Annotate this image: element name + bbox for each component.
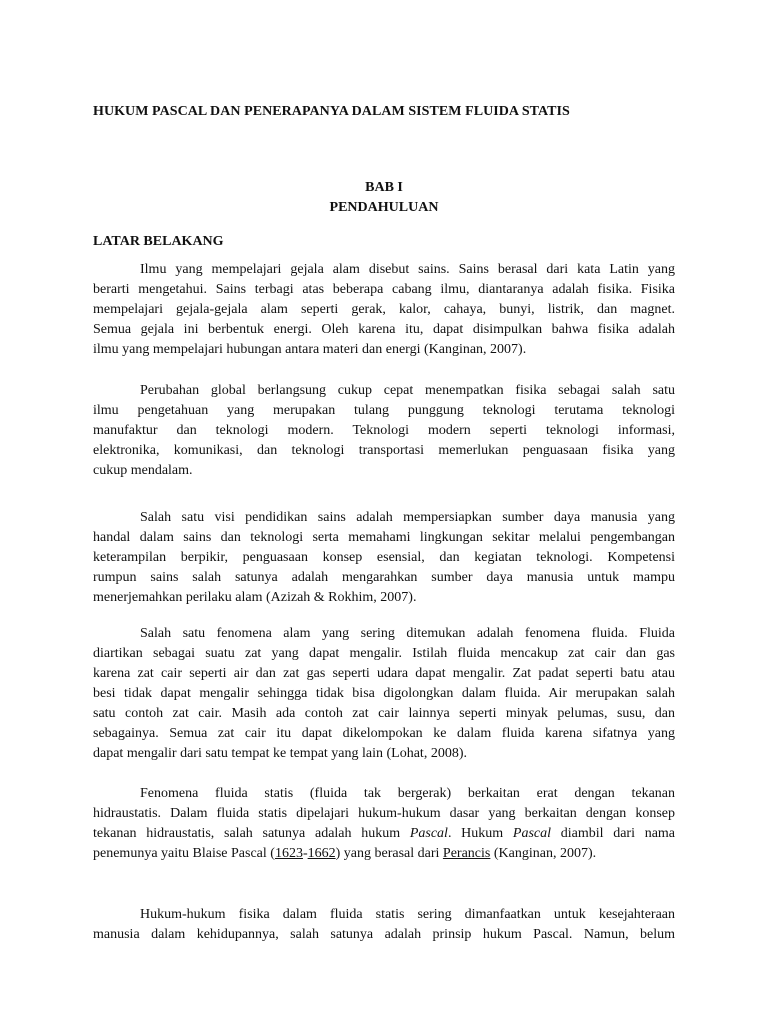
line-text: diambil dari nama [551,826,676,841]
paragraph-line: keterampilan berpikir, penguasaan konsep esensial, dan kegiatan teknologi. Kompetensi [93,550,675,565]
paragraph-line: mempelajari gejala-gejala alam seperti gerak, kalor, cahaya, bunyi, listrik, dan magnet. [93,302,675,317]
paragraph-line [93,824,675,844]
paragraph-6 [93,905,675,945]
paragraph-line: Perubahan global berlangsung cukup cepat menempatkan fisika sebagai salah satu [140,383,675,398]
paragraph-1 [93,260,675,360]
italic-term: Pascal [512,826,551,841]
paragraph-line: dapat mengalir dari satu tempat ke tempat yang lain (Lohat, 2008). [93,746,467,761]
paragraph-4 [93,624,675,764]
paragraph-line: handal dalam sains dan teknologi serta memahami lingkungan sekitar melalui pengembangan [93,530,675,545]
paragraph-line: berarti mengetahui. Sains terbagi atas beberapa cabang ilmu, diantaranya adalah fisika. Fisika [93,282,675,297]
line-text: ) yang berasal dari [335,846,443,861]
chapter-number: BAB I [365,180,403,195]
paragraph-line: sebagainya. Semua zat cair itu dapat dikelompokan ke dalam fluida karena sifatnya yang [93,726,675,741]
section-heading: LATAR BELAKANG [93,234,224,249]
line-text: tekanan hidraustatis, salah satunya adalah hukum [93,826,401,841]
line-text: . Hukum [447,826,513,841]
paragraph-line: ilmu yang mempelajari hubungan antara materi dan energi (Kanginan, 2007). [93,342,527,357]
paragraph-line: diartikan sebagai suatu zat yang dapat mengalir. Istilah fluida mencakup zat cair dan gas [93,646,675,661]
paragraph-5 [93,784,675,864]
paragraph-line: besi tidak dapat mengalir sehingga tidak bisa digolongkan dalam fluida. Air merupakan salah [93,686,675,701]
link-country[interactable]: Perancis [442,846,491,861]
paragraph-line: Salah satu visi pendidikan sains adalah mempersiapkan sumber daya manusia yang [140,510,675,525]
link-year-end[interactable]: 1662 [307,846,336,861]
paragraph-line: elektronika, komunikasi, dan teknologi transportasi memerlukan penguasaan fisika yang [93,443,675,458]
paragraph-line: Hukum-hukum fisika dalam fluida statis sering dimanfaatkan untuk kesejahteraan [140,907,675,922]
document-title: HUKUM PASCAL DAN PENERAPANYA DALAM SISTEM FLUIDA STATIS [93,104,570,119]
paragraph-line: cukup mendalam. [93,463,193,478]
line-text: penemunya yaitu Blaise Pascal ( [93,846,275,861]
line-text: (Kanginan, 2007). [490,846,597,861]
paragraph-line [93,844,675,864]
italic-term: Pascal [409,826,448,841]
paragraph-2 [93,381,675,481]
paragraph-line: Ilmu yang mempelajari gejala alam disebut sains. Sains berasal dari kata Latin yang [140,262,675,277]
paragraph-line: karena zat cair seperti air dan zat gas seperti udara dapat mengalir. Zat padat seperti batu atau [93,666,675,681]
paragraph-line: ilmu pengetahuan yang merupakan tulang punggung teknologi terutama teknologi [93,403,675,418]
paragraph-line: Semua gejala ini berbentuk energi. Oleh karena itu, dapat disimpulkan bahwa fisika adalah [93,322,675,337]
paragraph-line: manufaktur dan teknologi modern. Teknologi modern seperti teknologi informasi, [93,423,675,438]
line-text: - [302,846,308,861]
paragraph-line: Salah satu fenomena alam yang sering ditemukan adalah fenomena fluida. Fluida [140,626,675,641]
link-year-start[interactable]: 1623 [274,846,303,861]
paragraph-line: rumpun sains salah satunya adalah mengarahkan sumber daya manusia untuk mampu [93,570,675,585]
paragraph-line: Fenomena fluida statis (fluida tak bergerak) berkaitan erat dengan tekanan [140,786,675,801]
paragraph-3 [93,508,675,608]
paragraph-line: hidraustatis. Dalam fluida statis dipelajari hukum-hukum dasar yang berkaitan dengan konsep [93,806,675,821]
paragraph-line: manusia dalam kehidupannya, salah satunya adalah prinsip hukum Pascal. Namun, belum [93,927,675,942]
paragraph-line: satu contoh zat cair. Masih ada contoh zat cair lainnya seperti minyak pelumas, susu, dan [93,706,675,721]
chapter-name: PENDAHULUAN [329,200,439,215]
paragraph-line: menerjemahkan perilaku alam (Azizah & Rokhim, 2007). [93,590,417,605]
